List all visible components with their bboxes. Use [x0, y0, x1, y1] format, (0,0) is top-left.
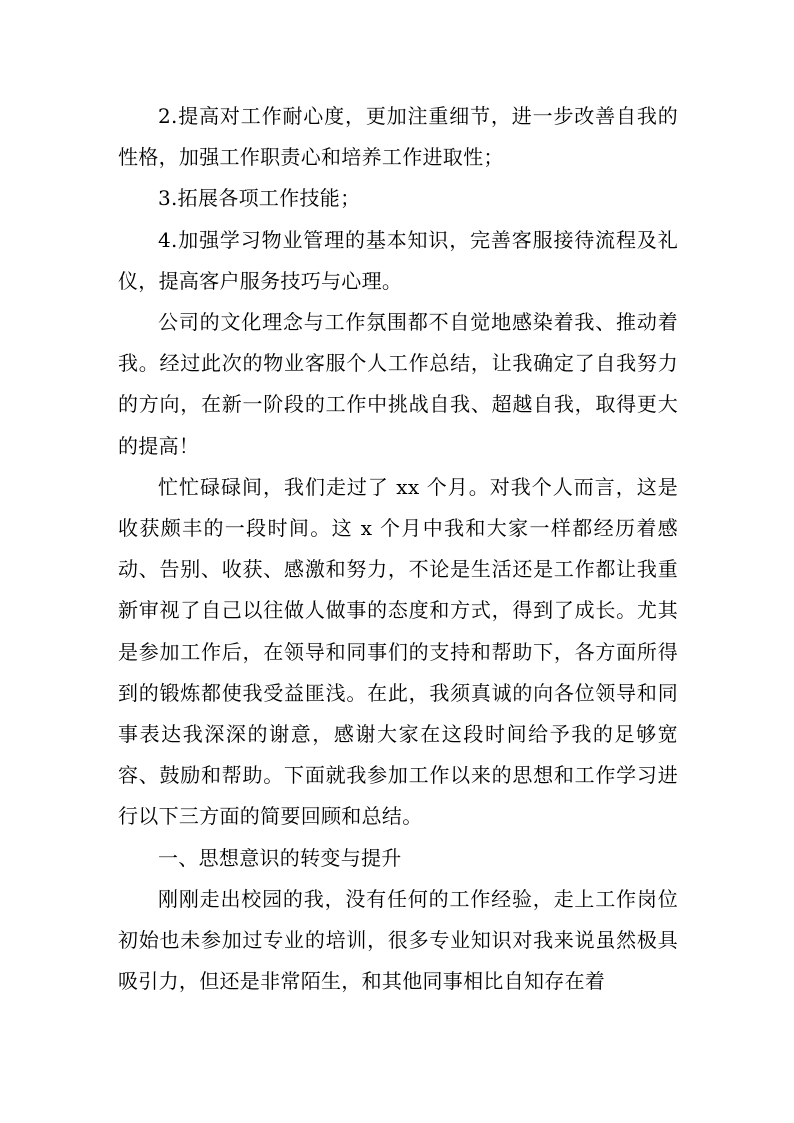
paragraph-goal-2: 2.提高对工作耐心度，更加注重细节，进一步改善自我的性格，加强工作职责心和培养工作进取性；	[118, 104, 678, 170]
paragraph-review-intro: 忙忙碌碌间，我们走过了 xx 个月。对我个人而言，这是收获颇丰的一段时间。这 x 个月中我和大家一样都经历着感动、告别、收获、感激和努力，不论是生活还是工作都让我重新审视了自己以往做人做事的态度和方式，得到了成长。尤其是参加工作后，在领导和同事们的支持和帮助下，各方面所得到的锻炼都使我受益匪浅。在此，我须真诚的向各位领导和同事表达我深深的谢意，感谢大家在这段时间给予我的足够宽容、鼓励和帮助。下面就我参加工作以来的思想和工作学习进行以下三方面的简要回顾和总结。	[118, 474, 678, 829]
paragraph-company-culture: 公司的文化理念与工作氛围都不自觉地感染着我、推动着我。经过此次的物业客服个人工作总结，让我确定了自我努力的方向，在新一阶段的工作中挑战自我、超越自我，取得更大的提高！	[118, 310, 678, 458]
paragraph-mindset: 刚刚走出校园的我，没有任何的工作经验，走上工作岗位初始也未参加过专业的培训，很多专业知识对我来说虽然极具吸引力，但还是非常陌生，和其他同事相比自知存在着	[118, 886, 678, 994]
paragraph-goal-3: 3.拓展各项工作技能；	[158, 186, 361, 211]
document-body	[118, 96, 678, 1002]
section-heading-mindset: 一、思想意识的转变与提升	[158, 845, 402, 870]
paragraph-goal-4: 4.加强学习物业管理的基本知识，完善客服接待流程及礼仪，提高客户服务技巧与心理。	[118, 227, 678, 293]
